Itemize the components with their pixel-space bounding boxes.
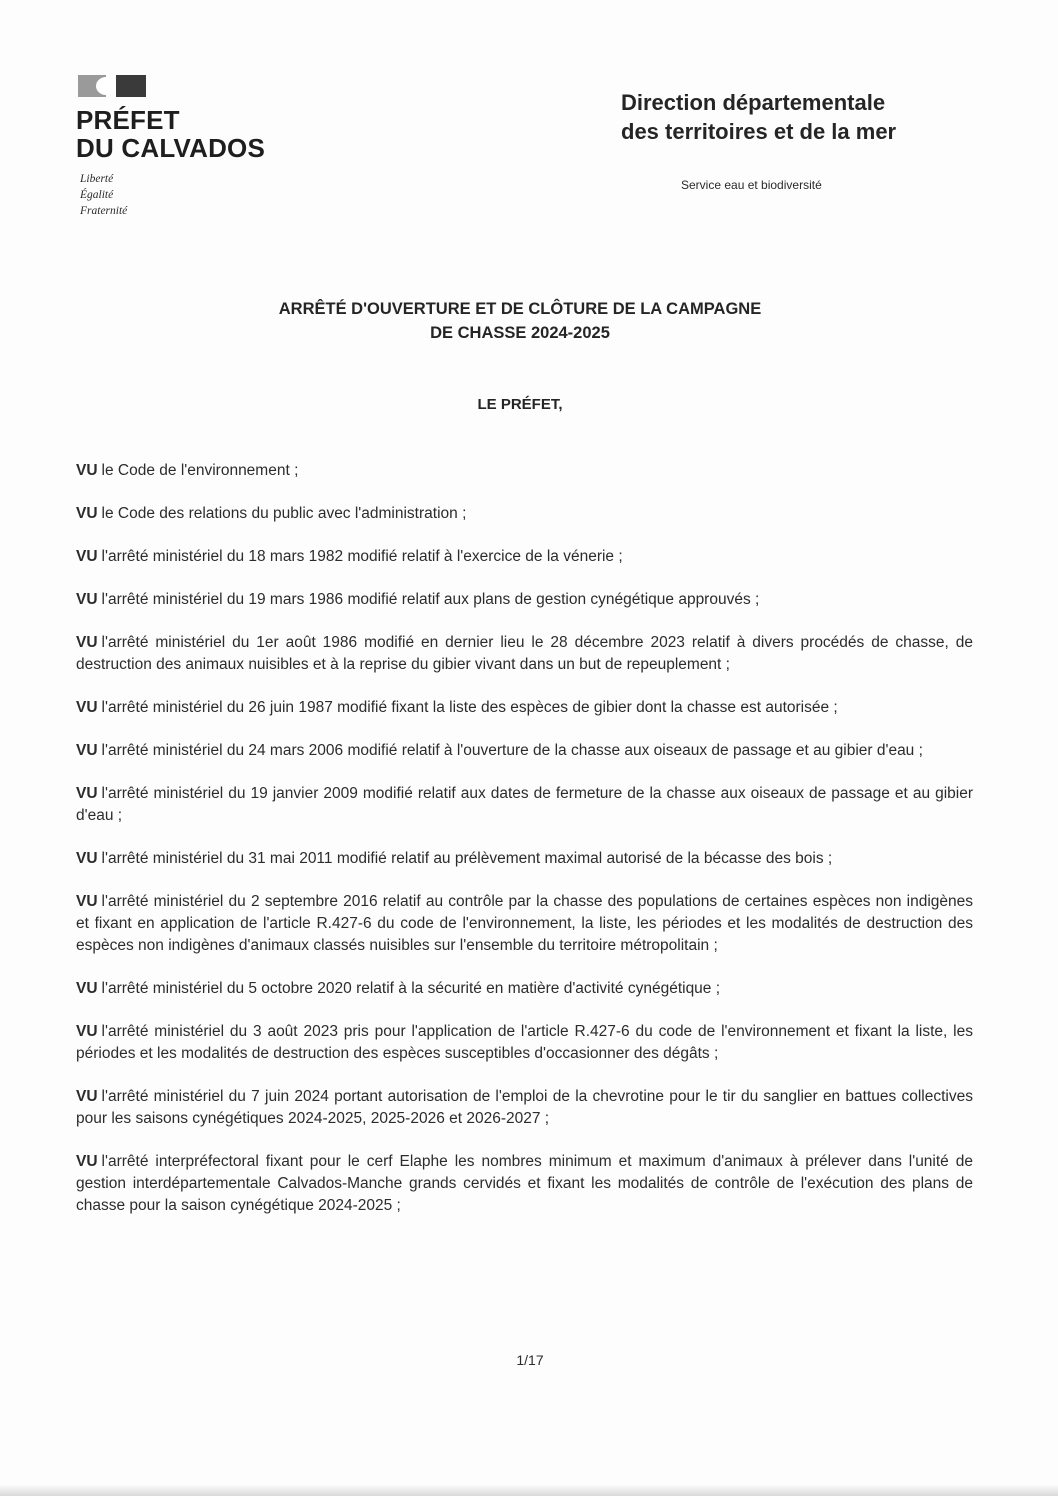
motto-liberte: Liberté xyxy=(80,173,114,185)
visa-prefix: VU xyxy=(76,548,98,565)
visa-prefix: VU xyxy=(76,634,98,651)
visa-prefix: VU xyxy=(76,699,98,716)
visa-text: l'arrêté ministériel du 19 mars 1986 modifié relatif aux plans de gestion cynégétique approuvés ; xyxy=(101,591,760,608)
visa-text: l'arrêté ministériel du 26 juin 1987 modifié fixant la liste des espèces de gibier dont la chasse est autorisée ; xyxy=(101,699,838,716)
visa-item xyxy=(76,740,973,762)
marianne-logo-icon xyxy=(78,75,146,97)
visa-text: l'arrêté ministériel du 7 juin 2024 portant autorisation de l'emploi de la chevrotine pour le tir du sanglier en battues collectives pour les saisons cynégétiques 2024-2025, 2025-2026 et 2026-2027 ; xyxy=(76,1088,973,1127)
visa-item xyxy=(76,1151,973,1217)
motto-fraternite: Fraternité xyxy=(80,205,128,217)
visa-prefix: VU xyxy=(76,850,98,867)
visa-item xyxy=(76,848,973,870)
visa-text: l'arrêté ministériel du 5 octobre 2020 relatif à la sécurité en matière d'activité cynégétique ; xyxy=(101,980,721,997)
visa-prefix: VU xyxy=(76,591,98,608)
visa-item xyxy=(76,460,973,482)
visa-item xyxy=(76,546,973,568)
visa-text: le Code de l'environnement ; xyxy=(101,462,299,479)
visa-text: l'arrêté ministériel du 3 août 2023 pris pour l'application de l'article R.427-6 du code de l'environnement et fixant la liste, les périodes et les modalités de destruction des espèces susceptibles d'occasionner des dégâts ; xyxy=(76,1023,973,1062)
visa-item xyxy=(76,978,973,1000)
direction-line1: Direction départementale xyxy=(621,90,886,115)
visa-text: l'arrêté ministériel du 2 septembre 2016 relatif au contrôle par la chasse des populations de certaines espèces non indigènes et fixant en application de l'article R.427-6 du code de l'environnement, la liste, les périodes et les modalités de destruction des espèces non indigènes d'animaux classés nuisibles sur l'ensemble du territoire métropolitain ; xyxy=(76,893,973,954)
visa-item xyxy=(76,1021,973,1065)
visa-text: l'arrêté interpréfectoral fixant pour le cerf Elaphe les nombres minimum et maximum d'animaux à prélever dans l'unité de gestion interdépartementale Calvados-Manche grands cervidés et fixant les modalités de contrôle de l'exécution des plans de chasse pour la saison cynégétique 2024-2025 ; xyxy=(76,1153,973,1214)
visa-prefix: VU xyxy=(76,505,98,522)
prefet-title-line2: DU CALVADOS xyxy=(76,133,266,163)
document-title-line2: DE CHASSE 2024-2025 xyxy=(430,324,610,342)
page-number: 1/17 xyxy=(516,1352,544,1368)
direction-title xyxy=(621,88,896,146)
document-title-line1: ARRÊTÉ D'OUVERTURE ET DE CLÔTURE DE LA CAMPAGNE xyxy=(278,300,762,318)
document-title xyxy=(180,297,860,345)
visa-prefix: VU xyxy=(76,462,98,479)
visa-item xyxy=(76,589,973,611)
republic-motto xyxy=(80,171,127,219)
motto-egalite: Égalité xyxy=(80,189,114,201)
visa-text: le Code des relations du public avec l'administration ; xyxy=(101,505,467,522)
prefet-heading: LE PRÉFET, xyxy=(477,396,563,413)
visa-text: l'arrêté ministériel du 31 mai 2011 modifié relatif au prélèvement maximal autorisé de la bécasse des bois ; xyxy=(101,850,833,867)
visa-item xyxy=(76,1086,973,1130)
visa-item xyxy=(76,891,973,957)
service-name: Service eau et biodiversité xyxy=(681,178,822,192)
visa-item xyxy=(76,697,973,719)
prefet-title xyxy=(76,106,265,162)
visa-prefix: VU xyxy=(76,893,98,910)
visa-item xyxy=(76,783,973,827)
visas-list xyxy=(76,460,973,1238)
visa-prefix: VU xyxy=(76,1023,98,1040)
visa-text: l'arrêté ministériel du 19 janvier 2009 modifié relatif aux dates de fermeture de la chasse aux oiseaux de passage et au gibier d'eau ; xyxy=(76,785,973,824)
visa-prefix: VU xyxy=(76,980,98,997)
visa-prefix: VU xyxy=(76,742,98,759)
visa-prefix: VU xyxy=(76,1153,98,1170)
visa-text: l'arrêté ministériel du 1er août 1986 modifié en dernier lieu le 28 décembre 2023 relatif à divers procédés de chasse, de destruction des animaux nuisibles et à la reprise du gibier vivant dans un but de repeuplement ; xyxy=(76,634,973,673)
visa-item xyxy=(76,632,973,676)
visa-prefix: VU xyxy=(76,785,98,802)
direction-line2: des territoires et de la mer xyxy=(621,119,897,144)
visa-text: l'arrêté ministériel du 24 mars 2006 modifié relatif à l'ouverture de la chasse aux oiseaux de passage et au gibier d'eau ; xyxy=(101,742,923,759)
visa-prefix: VU xyxy=(76,1088,98,1105)
visa-text: l'arrêté ministériel du 18 mars 1982 modifié relatif à l'exercice de la vénerie ; xyxy=(101,548,623,565)
prefet-title-line1: PRÉFET xyxy=(76,105,180,135)
scan-edge-shadow xyxy=(0,1484,1058,1496)
visa-item xyxy=(76,503,973,525)
